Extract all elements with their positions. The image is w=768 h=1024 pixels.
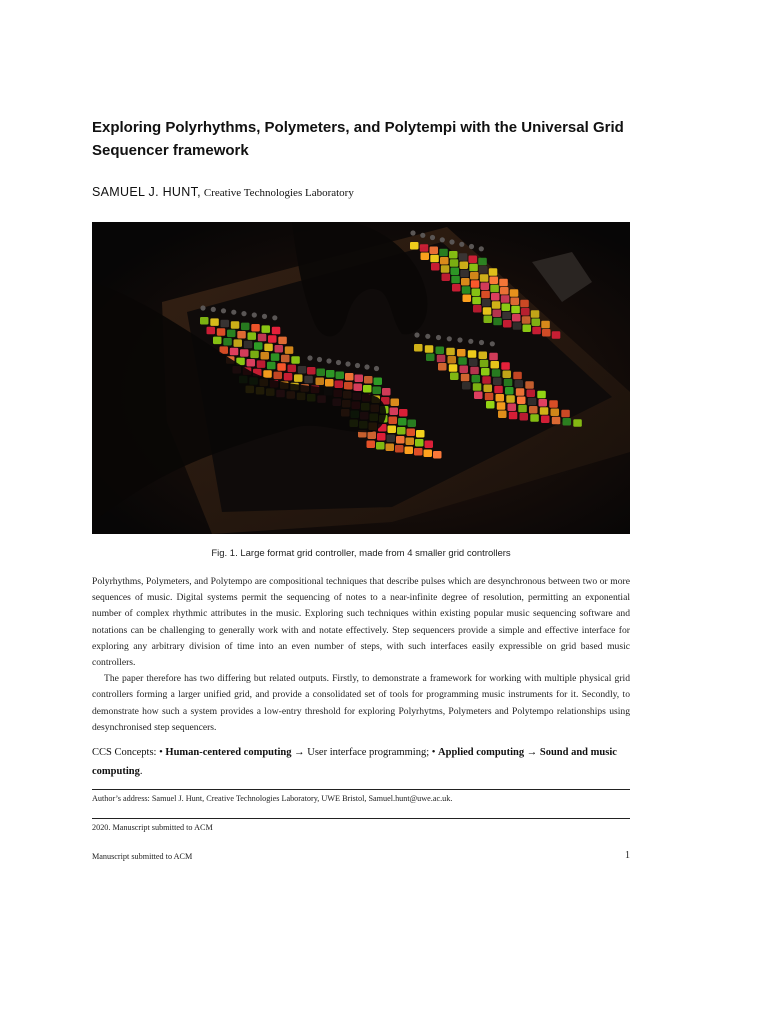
pad-button xyxy=(316,378,325,386)
pad-button xyxy=(387,435,396,443)
pad-button xyxy=(258,334,267,342)
pad-button xyxy=(368,432,377,440)
edge-button xyxy=(468,339,473,344)
pad-button xyxy=(431,263,440,271)
pad-button xyxy=(551,409,560,417)
edge-button xyxy=(336,360,341,365)
pad-button xyxy=(377,433,386,441)
pad-button xyxy=(277,363,286,371)
pad-button xyxy=(326,370,335,378)
figure-caption: Fig. 1. Large format grid controller, made from 4 smaller grid controllers xyxy=(211,548,511,559)
pad-button xyxy=(414,344,423,352)
pad-button xyxy=(499,279,508,287)
pad-button xyxy=(522,316,531,324)
pad-button xyxy=(254,342,263,350)
pad-button xyxy=(468,350,477,358)
pad-button xyxy=(407,429,416,437)
edge-button xyxy=(307,355,312,360)
title-line-1: Exploring Polyrhythms, Polymeters, and Polytempi with the Universal Grid xyxy=(92,119,624,136)
pad-button xyxy=(561,410,570,418)
pad-button xyxy=(230,348,239,356)
pad-button xyxy=(508,404,517,412)
pad-button xyxy=(424,450,433,458)
abstract xyxy=(92,574,630,736)
pad-button xyxy=(530,414,539,422)
pad-button xyxy=(271,353,280,361)
pad-button xyxy=(285,346,294,354)
pad-button xyxy=(426,354,435,362)
edge-button xyxy=(469,244,474,249)
pad-button xyxy=(399,409,408,417)
pad-button xyxy=(537,391,546,399)
pad-button xyxy=(494,386,503,394)
pad-button xyxy=(247,359,256,367)
edge-button xyxy=(221,308,226,313)
pad-button xyxy=(267,362,276,370)
pad-button xyxy=(510,289,519,297)
pad-button xyxy=(470,367,479,375)
pad-button xyxy=(373,387,382,395)
pad-button xyxy=(532,319,541,327)
pad-button xyxy=(408,420,417,428)
pad-button xyxy=(517,397,526,405)
pad-button xyxy=(450,259,459,267)
pad-button xyxy=(398,418,407,426)
pad-button xyxy=(527,390,536,398)
pad-button xyxy=(474,392,483,400)
edge-button xyxy=(364,364,369,369)
pad-button xyxy=(492,301,501,309)
abstract-paragraph-2: The paper therefore has two differing but related outputs. Firstly, to demonstrate a framework for working with multiple physical grid controllers forming a larger unified grid, and provide a consolidated set of tools for programming music instruments for it. Secondly, to demonstrate how such a system provides a low-entry threshold for exploring Polyrhytms, Polymeters and Polytempo relationships using desynchronised step sequencers. xyxy=(92,673,630,733)
edge-button xyxy=(326,358,331,363)
pad-button xyxy=(481,283,490,291)
pad-button xyxy=(451,268,460,276)
pad-button xyxy=(512,314,521,322)
pad-button xyxy=(244,341,253,349)
pad-button xyxy=(515,380,524,388)
edge-button xyxy=(231,310,236,315)
pad-button xyxy=(390,408,399,416)
pad-button xyxy=(490,277,499,285)
pad-button xyxy=(396,436,405,444)
pad-button xyxy=(250,351,258,359)
pad-button xyxy=(213,337,222,345)
pad-button xyxy=(469,256,478,264)
running-footer: Manuscript submitted to ACM xyxy=(92,852,193,861)
pad-button xyxy=(516,388,525,396)
pad-button xyxy=(520,413,529,421)
pad-button xyxy=(461,374,470,382)
edge-button xyxy=(430,235,435,240)
pad-button xyxy=(563,418,572,426)
pad-button xyxy=(540,407,549,415)
edge-button xyxy=(420,233,425,238)
pad-button xyxy=(469,264,478,272)
pad-button xyxy=(472,289,481,297)
ccs-term-sound: Sound and music computing xyxy=(92,747,617,777)
pad-button xyxy=(462,382,471,390)
pad-button xyxy=(452,284,461,292)
pad-button xyxy=(410,242,419,250)
pad-button xyxy=(221,320,230,328)
pad-button xyxy=(430,247,439,255)
pad-button xyxy=(498,411,507,419)
edge-button xyxy=(457,337,462,342)
pad-button xyxy=(251,324,259,332)
pad-button xyxy=(472,375,481,383)
pad-button xyxy=(257,360,266,368)
pad-button xyxy=(386,444,395,452)
pad-button xyxy=(425,441,434,449)
edge-button xyxy=(241,311,246,316)
pad-button xyxy=(298,366,307,374)
pad-button xyxy=(291,356,300,364)
pad-button xyxy=(281,355,290,363)
pad-button xyxy=(234,339,243,347)
edge-button xyxy=(459,242,464,247)
pad-button xyxy=(354,384,363,392)
pad-button xyxy=(344,382,353,390)
ccs-suffix: . xyxy=(139,766,143,777)
pad-button xyxy=(460,270,469,278)
pad-button xyxy=(484,316,493,324)
pad-button xyxy=(462,286,471,294)
pad-button xyxy=(491,361,500,369)
footnote-rule-top xyxy=(92,789,630,790)
pad-button xyxy=(513,322,522,330)
edge-button xyxy=(252,312,257,317)
pad-button xyxy=(549,400,558,408)
pad-button xyxy=(449,251,458,259)
pad-button xyxy=(304,376,313,384)
pad-button xyxy=(496,394,505,402)
grid-controller-photo xyxy=(92,222,630,534)
pad-button xyxy=(448,356,457,364)
pad-button xyxy=(364,376,373,384)
author-name: SAMUEL J. HUNT, xyxy=(92,185,201,199)
ccs-sub-1: → User interface programming; • xyxy=(291,747,439,758)
pad-button xyxy=(469,359,478,367)
pad-button xyxy=(503,320,512,328)
pad-button xyxy=(264,344,273,352)
pad-button xyxy=(470,272,479,280)
pad-button xyxy=(541,321,550,329)
pad-button xyxy=(509,412,518,420)
pad-button xyxy=(345,373,354,381)
pad-button xyxy=(397,427,406,435)
edge-button xyxy=(414,332,419,337)
pad-button xyxy=(513,372,522,380)
ccs-concepts xyxy=(92,743,630,781)
pad-button xyxy=(501,295,510,303)
pad-button xyxy=(482,376,491,384)
pad-button xyxy=(415,439,424,447)
pad-button xyxy=(505,387,514,395)
pad-button xyxy=(406,438,415,446)
pad-button xyxy=(207,327,216,335)
pad-button xyxy=(374,378,383,386)
pad-button xyxy=(480,360,489,368)
pad-button xyxy=(278,337,287,345)
pad-button xyxy=(325,379,334,387)
pad-button xyxy=(261,352,270,360)
pad-button xyxy=(518,405,527,413)
pad-button xyxy=(440,257,449,265)
pad-button xyxy=(284,373,293,381)
pad-button xyxy=(532,327,541,335)
pad-button xyxy=(528,398,537,406)
pad-button xyxy=(430,255,439,262)
abstract-paragraph-1: Polyrhythms, Polymeters, and Polytempo are compositional techniques that describe pulses which are desynchronous between two or more sequences of music. Digital systems permit the sequencing of notes to a near-infinite degree of resolution, permitting an exponential number of complex rhythmic attributes in the music. Exploring such techniques within existing popular music sequencing software and notations can be challenging to generally work with and notate effectively. Step sequencers provide a simple and effective interface for exploring any arbitrary division of time into an even number of steps, with such interfaces easily expressible on grid based music controllers. xyxy=(92,576,630,669)
edge-button xyxy=(211,307,216,312)
pad-button xyxy=(460,262,469,270)
pad-button xyxy=(450,373,459,381)
pad-button xyxy=(479,266,488,274)
pad-button xyxy=(497,402,506,410)
edge-button xyxy=(490,341,495,346)
edge-button xyxy=(440,237,445,242)
pad-button xyxy=(425,345,434,353)
edge-button xyxy=(200,305,205,310)
pad-button xyxy=(420,244,429,252)
pad-button xyxy=(274,372,283,380)
pad-button xyxy=(268,335,277,343)
title-line-2: Sequencer framework xyxy=(92,142,249,159)
pad-button xyxy=(511,298,520,306)
pad-button xyxy=(552,417,561,425)
pad-button xyxy=(446,348,455,356)
pad-button xyxy=(542,329,551,337)
pad-button xyxy=(493,318,502,326)
edge-button xyxy=(262,314,267,319)
pad-button xyxy=(525,381,534,389)
pad-button xyxy=(459,253,468,260)
pad-button xyxy=(200,317,209,325)
pad-button xyxy=(382,388,391,396)
pad-button xyxy=(241,323,250,331)
pad-button xyxy=(405,447,414,455)
pad-button xyxy=(500,287,509,295)
figure-photo xyxy=(92,222,630,534)
pad-button xyxy=(552,331,561,339)
pad-button xyxy=(506,395,515,403)
pad-button xyxy=(395,445,404,453)
pad-button xyxy=(227,330,236,338)
pad-button xyxy=(391,399,400,407)
ccs-prefix: CCS Concepts: • xyxy=(92,747,166,758)
edge-button xyxy=(355,363,360,368)
edge-button xyxy=(449,239,454,244)
pad-button xyxy=(493,310,502,318)
pad-button xyxy=(511,306,520,314)
pad-button xyxy=(421,253,430,261)
pad-button xyxy=(491,293,500,301)
pad-button xyxy=(481,368,490,376)
pad-button xyxy=(523,325,532,333)
pad-button xyxy=(317,369,326,377)
pad-button xyxy=(484,385,493,393)
author-affiliation: Creative Technologies Laboratory xyxy=(203,187,354,199)
edge-button xyxy=(436,335,441,340)
pad-button xyxy=(451,276,460,284)
pad-button xyxy=(262,325,271,333)
pad-button xyxy=(263,370,272,378)
pad-button xyxy=(376,442,385,450)
pad-button xyxy=(492,369,501,377)
pad-button xyxy=(520,300,529,308)
pad-button xyxy=(363,385,372,393)
pad-button xyxy=(502,304,511,312)
pad-button xyxy=(501,362,510,370)
pad-button xyxy=(504,379,513,387)
pad-button xyxy=(471,280,480,288)
pad-button xyxy=(335,381,344,389)
edge-button xyxy=(317,357,322,362)
pad-button xyxy=(458,357,467,365)
page-number: 1 xyxy=(625,850,630,861)
pad-button xyxy=(463,295,472,303)
pad-button xyxy=(457,349,466,357)
pad-button xyxy=(473,305,482,313)
pad-button xyxy=(539,399,548,407)
pad-button xyxy=(272,327,281,335)
pad-button xyxy=(490,285,499,293)
pad-button xyxy=(482,299,491,307)
edge-button xyxy=(479,246,484,251)
pad-button xyxy=(485,393,494,401)
pad-button xyxy=(388,426,397,434)
pad-button xyxy=(248,332,257,340)
pad-button xyxy=(479,352,488,360)
pad-button xyxy=(240,349,249,357)
edge-button xyxy=(272,315,277,320)
pad-button xyxy=(336,372,345,380)
pad-button xyxy=(237,331,246,339)
ccs-arrow-2: → xyxy=(524,747,540,758)
pad-button xyxy=(521,308,530,316)
pad-button xyxy=(437,355,446,363)
pad-button xyxy=(461,278,470,286)
pad-button xyxy=(294,374,303,382)
edge-button xyxy=(374,366,379,371)
pad-button xyxy=(483,307,492,315)
pad-button xyxy=(367,441,376,449)
pad-button xyxy=(355,375,364,383)
pad-button xyxy=(275,345,284,353)
pad-button xyxy=(478,258,487,266)
edge-button xyxy=(425,334,430,339)
submission-note: 2020. Manuscript submitted to ACM xyxy=(92,823,213,832)
ccs-term-applied: Applied computing xyxy=(438,747,525,758)
pad-button xyxy=(307,367,316,375)
pad-button xyxy=(472,297,481,305)
pad-button xyxy=(433,451,442,459)
footnote-rule-bottom xyxy=(92,818,630,819)
pad-button xyxy=(502,312,511,320)
edge-button xyxy=(447,336,452,341)
pad-button xyxy=(217,328,226,336)
pad-button xyxy=(414,448,423,456)
pad-button xyxy=(531,310,540,318)
pad-button xyxy=(442,274,451,282)
edge-button xyxy=(410,230,415,235)
author-line xyxy=(92,185,630,200)
pad-button xyxy=(439,249,448,256)
pad-button xyxy=(503,371,512,379)
pad-button xyxy=(481,291,490,299)
pad-button xyxy=(389,417,398,425)
pad-button xyxy=(493,378,502,386)
pad-button xyxy=(489,353,498,361)
edge-button xyxy=(345,361,350,366)
pad-button xyxy=(480,274,489,282)
pad-button xyxy=(460,366,469,374)
paper-title xyxy=(92,116,630,162)
pad-button xyxy=(416,430,425,438)
pad-button xyxy=(529,406,538,414)
pad-button xyxy=(541,416,550,424)
pad-button xyxy=(438,363,447,371)
author-address: Author’s address: Samuel J. Hunt, Creative Technologies Laboratory, UWE Bristol, Samuel.hunt@uwe.ac.uk. xyxy=(92,794,453,803)
pad-button xyxy=(223,338,232,346)
pad-button xyxy=(573,419,582,427)
pad-button xyxy=(489,268,498,276)
edge-button xyxy=(479,340,484,345)
ccs-term-hcc: Human-centered computing xyxy=(165,747,292,758)
pad-button xyxy=(210,318,219,326)
pad-button xyxy=(473,383,482,391)
pad-button xyxy=(436,347,445,355)
pad-button xyxy=(486,401,495,409)
pad-button xyxy=(288,365,297,373)
pad-button xyxy=(231,321,240,329)
pad-button xyxy=(449,364,458,372)
pad-button xyxy=(441,265,450,273)
